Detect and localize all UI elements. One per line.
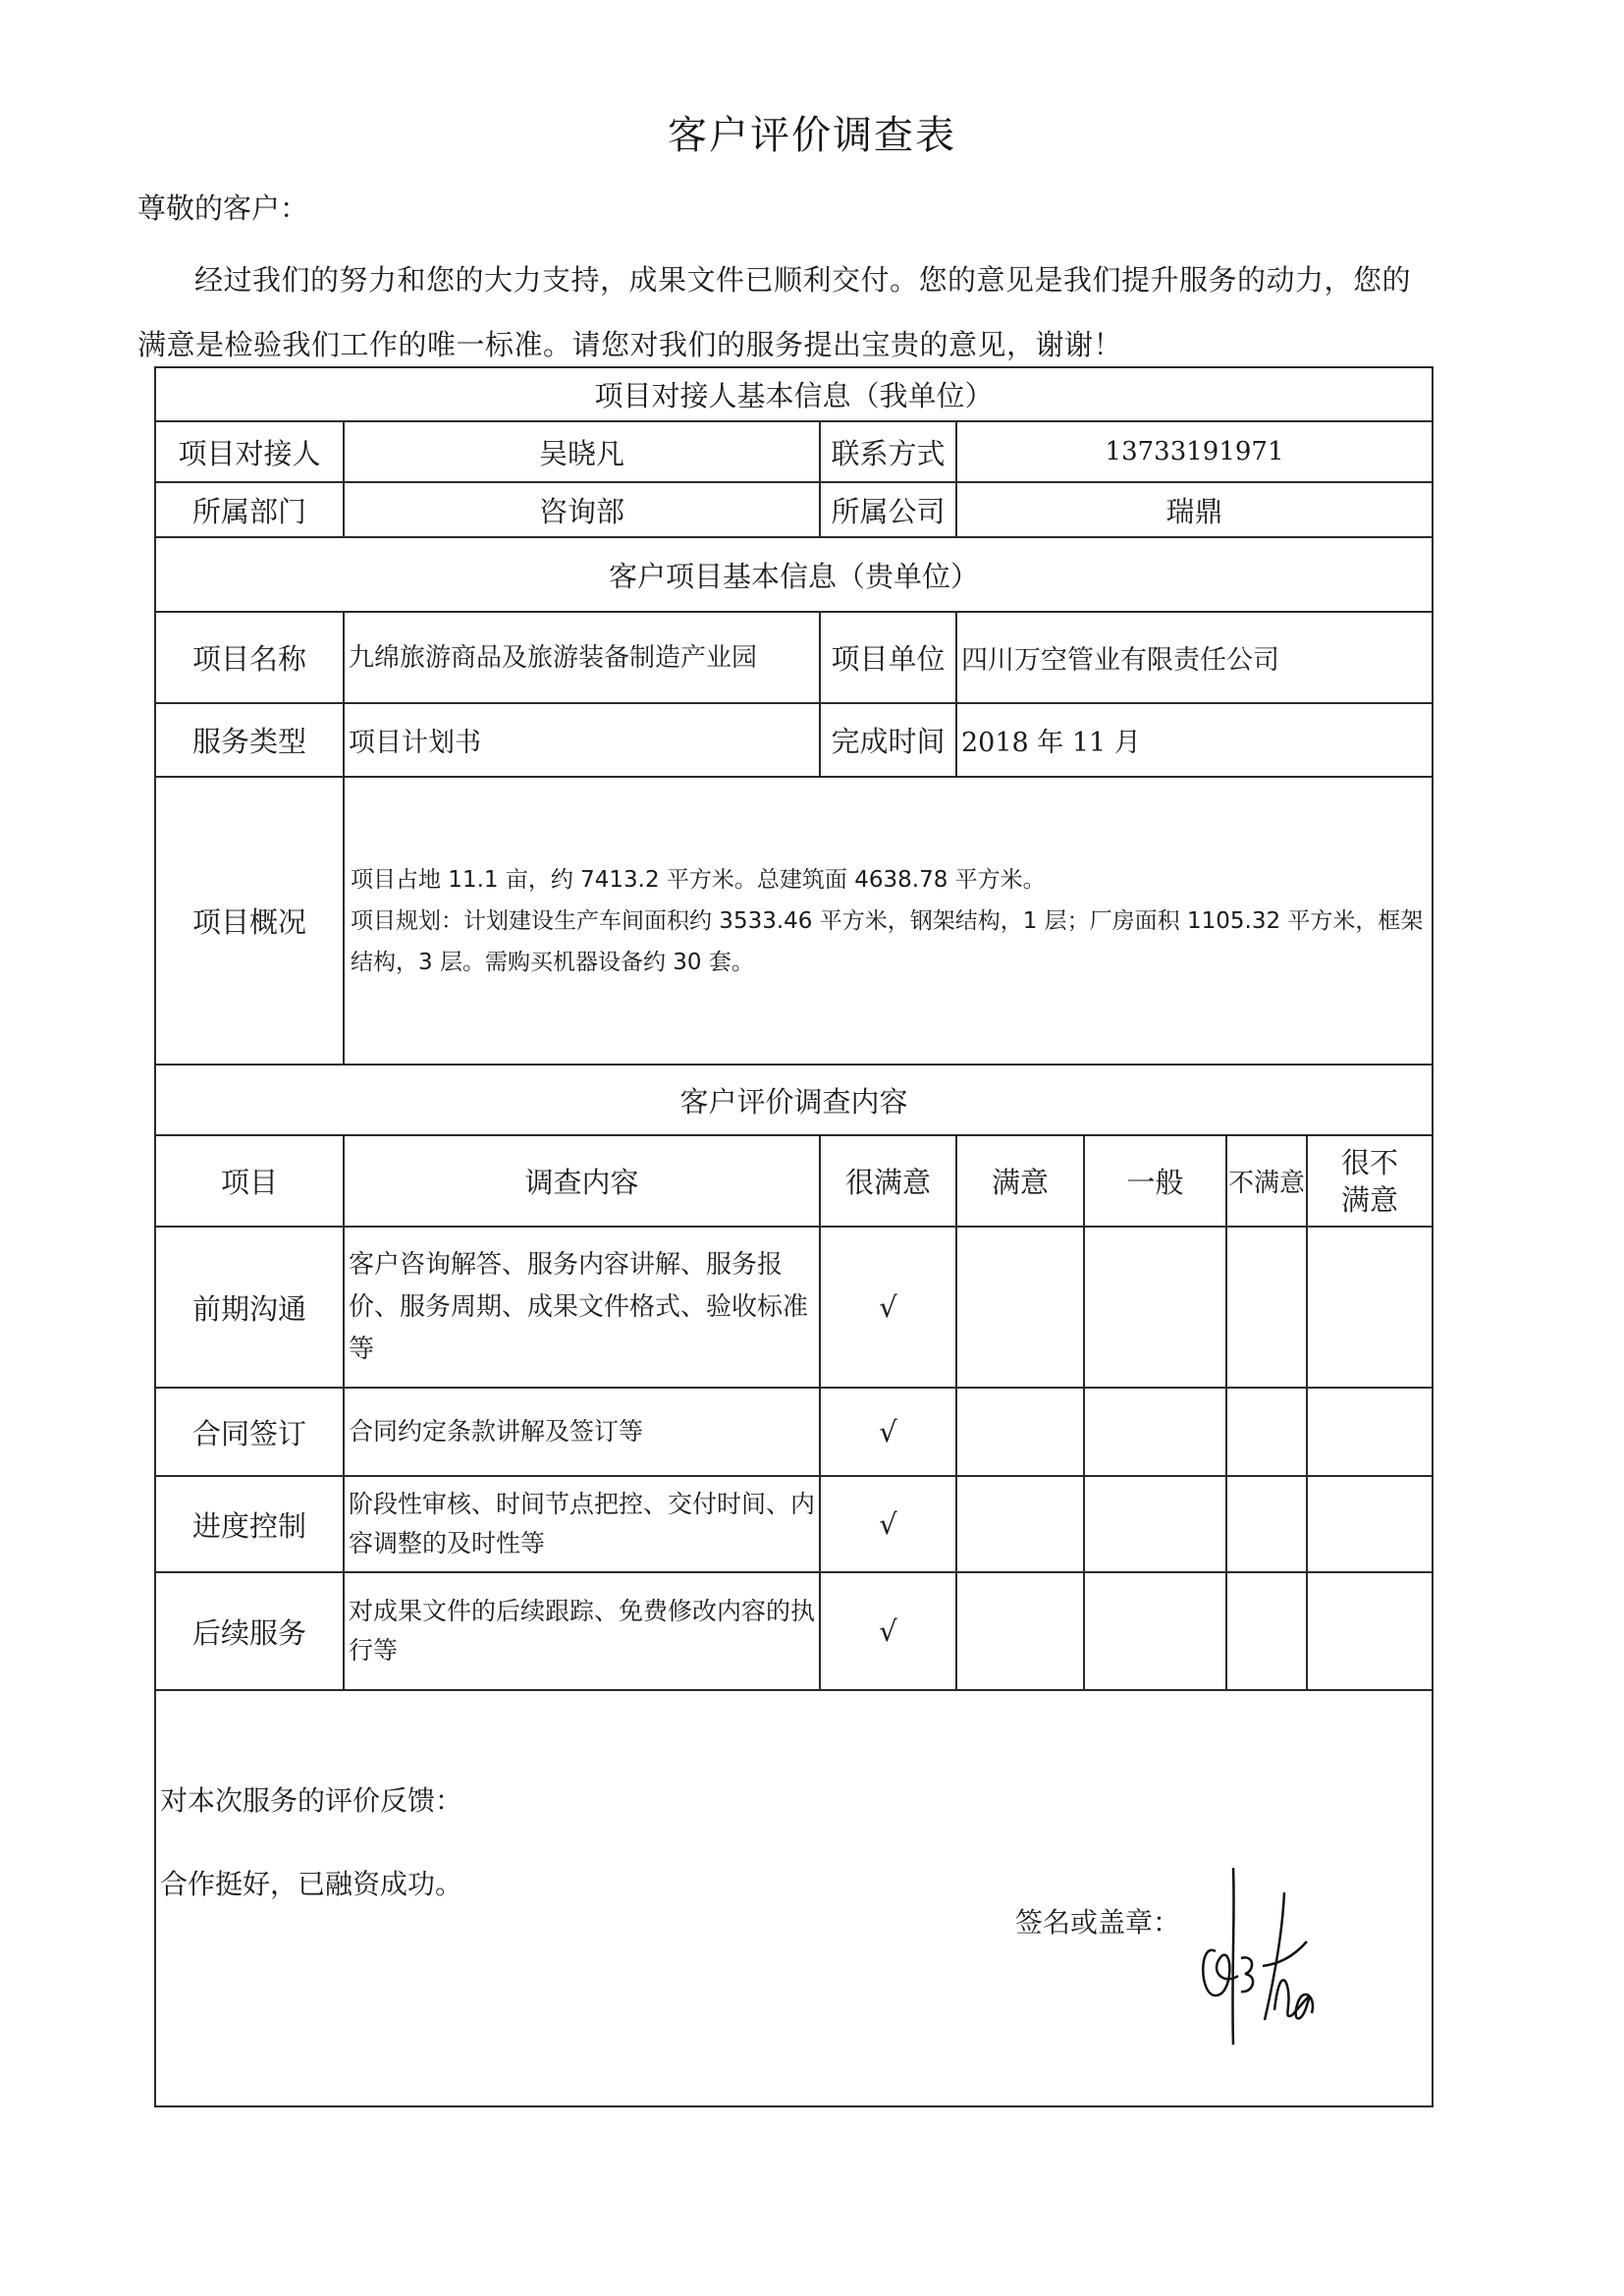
phone-value: 13733191971 [956, 421, 1433, 482]
col-header-satisfied: 满意 [956, 1135, 1084, 1227]
document-title: 客户评价调查表 [668, 113, 956, 158]
project-name-value: 九绵旅游商品及旅游装备制造产业园 [344, 612, 820, 703]
survey-item: 进度控制 [155, 1476, 344, 1572]
company-label: 所属公司 [820, 482, 956, 537]
feedback-section [155, 1690, 1433, 2106]
check-satisfied[interactable] [956, 1388, 1084, 1476]
check-satisfied[interactable] [956, 1476, 1084, 1572]
signature-label: 签名或盖章： [1015, 1906, 1181, 1939]
check-very-unsatisfied[interactable] [1307, 1572, 1433, 1690]
project-unit-value: 四川万空管业有限责任公司 [956, 612, 1433, 703]
overview-line-1: 项目占地 11.1 亩，约 7413.2 平方米。总建筑面 4638.78 平方米。 [351, 866, 1046, 893]
service-type-label: 服务类型 [155, 703, 344, 777]
completion-label: 完成时间 [820, 703, 956, 777]
survey-row [155, 1572, 1433, 1690]
contact-value: 吴晓凡 [344, 421, 820, 482]
col-header-very-satisfied: 很满意 [820, 1135, 956, 1227]
dept-value: 咨询部 [344, 482, 820, 537]
check-very-unsatisfied[interactable] [1307, 1227, 1433, 1388]
project-name-label: 项目名称 [155, 612, 344, 703]
dept-label: 所属部门 [155, 482, 344, 537]
col-header-average: 一般 [1084, 1135, 1226, 1227]
check-very-satisfied[interactable]: √ [820, 1572, 956, 1690]
overview-value [344, 777, 1433, 1065]
contact-label: 项目对接人 [155, 421, 344, 482]
greeting: 尊敬的客户： [137, 191, 309, 225]
section-header-client-project: 客户项目基本信息（贵单位） [155, 537, 1433, 612]
check-average[interactable] [1084, 1476, 1226, 1572]
survey-content: 客户咨询解答、服务内容讲解、服务报价、服务周期、成果文件格式、验收标准等 [344, 1227, 820, 1388]
check-very-satisfied[interactable]: √ [820, 1227, 956, 1388]
survey-row [155, 1227, 1433, 1388]
check-very-satisfied[interactable]: √ [820, 1388, 956, 1476]
survey-item: 前期沟通 [155, 1227, 344, 1388]
survey-row [155, 1476, 1433, 1572]
survey-content: 阶段性审核、时间节点把控、交付时间、内容调整的及时性等 [344, 1476, 820, 1572]
survey-item: 合同签订 [155, 1388, 344, 1476]
col-header-unsatisfied: 不满意 [1226, 1135, 1307, 1227]
check-average[interactable] [1084, 1227, 1226, 1388]
service-type-value: 项目计划书 [344, 703, 820, 777]
company-value: 瑞鼎 [956, 482, 1433, 537]
check-very-unsatisfied[interactable] [1307, 1388, 1433, 1476]
check-unsatisfied[interactable] [1226, 1227, 1307, 1388]
survey-form-table [154, 366, 1434, 2107]
check-average[interactable] [1084, 1388, 1226, 1476]
col-header-content: 调查内容 [344, 1135, 820, 1227]
check-very-satisfied[interactable]: √ [820, 1476, 956, 1572]
survey-content: 对成果文件的后续跟踪、免费修改内容的执行等 [344, 1572, 820, 1690]
feedback-text[interactable]: 合作挺好，已融资成功。 [160, 1868, 463, 1900]
check-average[interactable] [1084, 1572, 1226, 1690]
col-header-very-unsatisfied: 很不满意 [1307, 1135, 1433, 1227]
check-satisfied[interactable] [956, 1572, 1084, 1690]
check-unsatisfied[interactable] [1226, 1388, 1307, 1476]
overview-line-2: 项目规划：计划建设生产车间面积约 3533.46 平方米，钢架结构，1 层；厂房面积 1105.32 平方米，框架结构，3 层。需购买机器设备约 30 套。 [351, 907, 1424, 975]
check-very-unsatisfied[interactable] [1307, 1476, 1433, 1572]
overview-label: 项目概况 [155, 777, 344, 1065]
survey-item: 后续服务 [155, 1572, 344, 1690]
survey-row [155, 1388, 1433, 1476]
project-unit-label: 项目单位 [820, 612, 956, 703]
section-header-survey: 客户评价调查内容 [155, 1065, 1433, 1135]
intro-paragraph: 经过我们的努力和您的大力支持，成果文件已顺利交付。您的意见是我们提升服务的动力，您的满意是检验我们工作的唯一标准。请您对我们的服务提出宝贵的意见，谢谢！ [137, 263, 1412, 361]
col-header-item: 项目 [155, 1135, 344, 1227]
check-satisfied[interactable] [956, 1227, 1084, 1388]
feedback-label: 对本次服务的评价反馈： [160, 1784, 463, 1817]
survey-content: 合同约定条款讲解及签订等 [344, 1388, 820, 1476]
completion-value: 2018 年 11 月 [956, 703, 1433, 777]
handwritten-signature [1194, 1848, 1322, 2045]
check-unsatisfied[interactable] [1226, 1572, 1307, 1690]
section-header-our-contact: 项目对接人基本信息（我单位） [155, 367, 1433, 421]
check-unsatisfied[interactable] [1226, 1476, 1307, 1572]
phone-label: 联系方式 [820, 421, 956, 482]
